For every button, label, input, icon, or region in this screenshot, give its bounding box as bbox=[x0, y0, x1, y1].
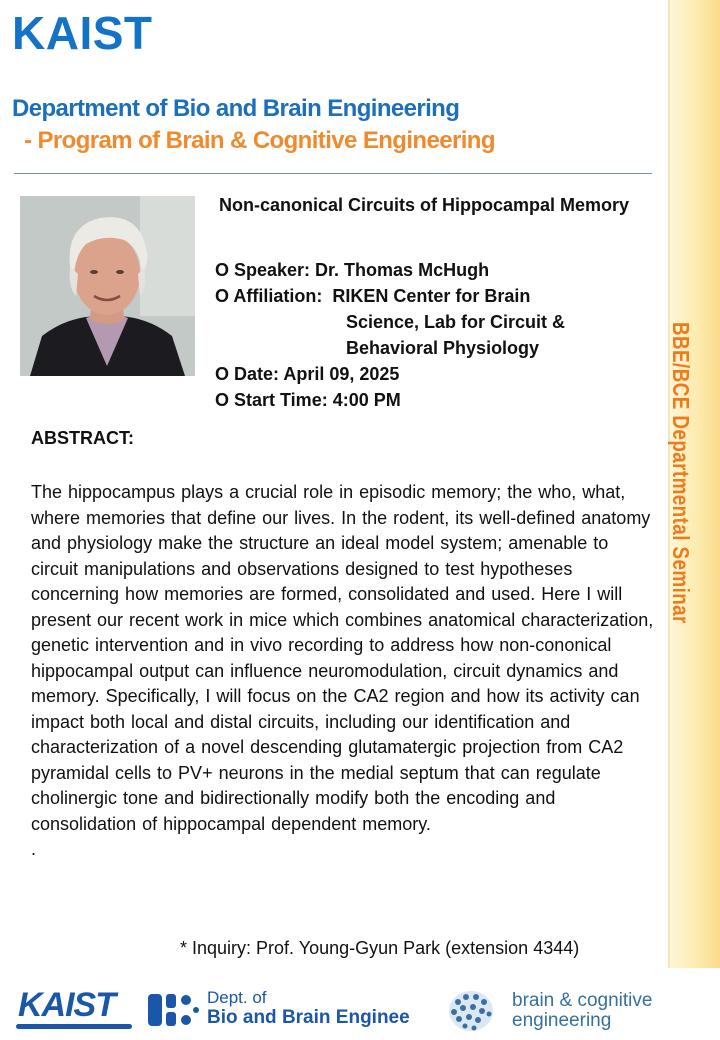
program-title: - Program of Brain & Cognitive Engineering bbox=[18, 127, 495, 154]
inquiry-contact: * Inquiry: Prof. Young-Gyun Park (extension 4344) bbox=[180, 938, 580, 958]
abstract-body bbox=[31, 480, 661, 863]
speaker-line: O Speaker: Dr. Thomas McHugh bbox=[215, 260, 490, 280]
abstract-trailing: . bbox=[31, 839, 37, 859]
header-divider bbox=[14, 173, 652, 174]
bbe-dept-logo-icon bbox=[146, 990, 200, 1035]
abstract-heading: ABSTRACT: bbox=[31, 428, 134, 448]
footer-dept-of: Dept. of bbox=[207, 988, 267, 1007]
footer-bce-line-1: brain & cognitive bbox=[512, 990, 653, 1011]
start-time-line: O Start Time: 4:00 PM bbox=[215, 390, 401, 410]
talk-title: Non-canonical Circuits of Hippocampal Memory bbox=[219, 195, 630, 215]
department-title: Department of Bio and Brain Engineering bbox=[12, 95, 460, 122]
sidebar-title: BBE/BCE Departmental Seminar bbox=[668, 322, 694, 624]
affiliation-line-3: Behavioral Physiology bbox=[346, 338, 540, 358]
affiliation-line: O Affiliation: RIKEN Center for Brain bbox=[215, 286, 531, 306]
brain-logo-icon bbox=[446, 988, 496, 1039]
date-line: O Date: April 09, 2025 bbox=[215, 364, 400, 384]
footer-dept-name: Bio and Brain Enginee bbox=[207, 1007, 410, 1028]
abstract-text: The hippocampus plays a crucial role in episodic memory; the who, what, where memories that define our lives. In the rodent, its well-defined anatomy and physiology make the structure an ideal model system; amenable to circuit manipulations and observations designed to test hypotheses concerning how memories are formed, consolidated and used. Here I will present our recent work in mice which combines anatomical characterization, genetic intervention and in vivo recording to address how non-cononical hippocampal output can influence neuromodulation, circuit dynamics and memory. Specifically, I will focus on the CA2 region and how its activity can impact both local and distal circuits, including our identification and characterization of a novel descending glutamatergic projection from CA2 pyramidal cells to PV+ neurons in the medial septum that can regulate cholinergic tone and bidirectionally modify both the encoding and consolidation of hippocampal dependent memory. bbox=[31, 482, 654, 834]
footer-bce-line-2: engineering bbox=[512, 1010, 612, 1031]
speaker-photo bbox=[20, 196, 195, 376]
affiliation-line-2: Science, Lab for Circuit & bbox=[346, 312, 566, 332]
footer-kaist-logo: KAIST bbox=[18, 986, 115, 1024]
footer-kaist-swoosh bbox=[16, 1024, 132, 1029]
kaist-logo-text: KAIST bbox=[12, 7, 153, 59]
